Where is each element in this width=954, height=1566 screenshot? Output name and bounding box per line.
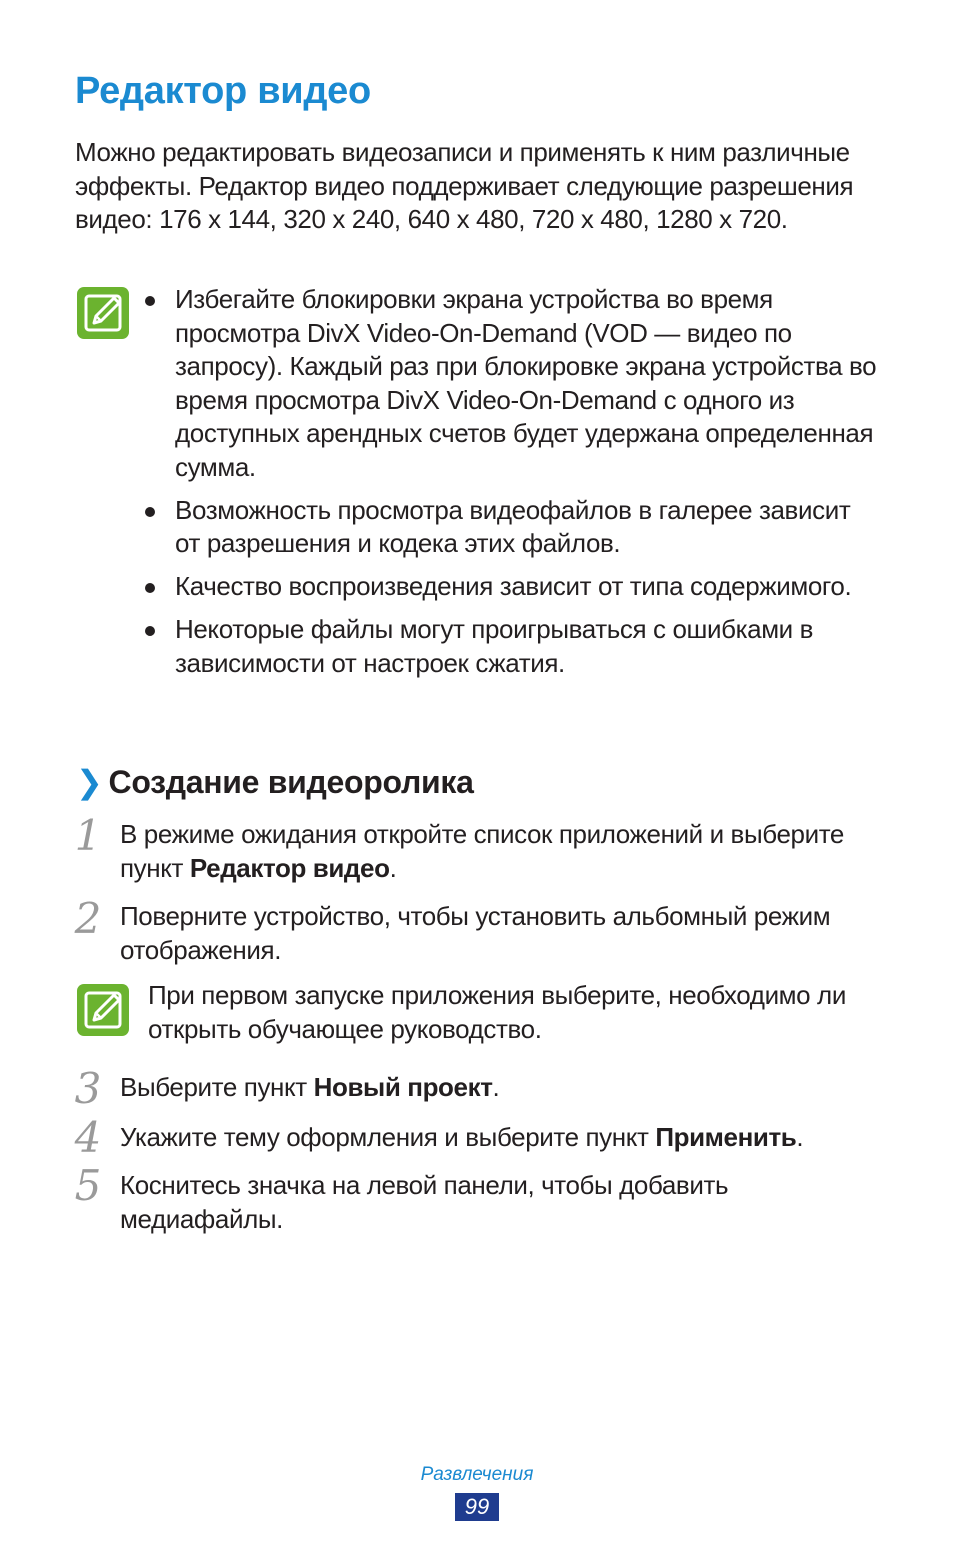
- note-bullet-text: Качество воспроизведения зависит от типа содержимого.: [175, 571, 852, 601]
- bullet-dot: [145, 626, 155, 636]
- step-bold-term: Редактор видео: [189, 852, 390, 883]
- section-heading: [76, 763, 474, 801]
- note-bullet-text: Возможность просмотра видеофайлов в галерее зависит от разрешения и кодека этих файлов.: [175, 494, 851, 558]
- bullet-dot: [145, 507, 155, 517]
- note-bullet-text: Избегайте блокировки экрана устройства во время просмотра DivX Video-On-Demand (VOD — видео по запросу). Каждый раз при блокировке экрана устройства во время просмотра DivX Video-On-Demand с одного из доступных арендных счетов будет удержана определенная сумма.: [175, 284, 877, 482]
- step-note-text: При первом запуске приложения выберите, необходимо ли открыть обучающее руководство.: [148, 980, 846, 1044]
- footer-section-label: Развлечения: [420, 1464, 534, 1485]
- step-number: 2: [74, 894, 102, 943]
- step-bold-term: Применить: [655, 1122, 797, 1152]
- page-title: Редактор видео: [75, 70, 371, 112]
- bullet-dot: [145, 296, 155, 306]
- note-bullet: [140, 494, 880, 561]
- page-number-badge: 99: [455, 1493, 499, 1521]
- note-pencil-icon: [77, 287, 129, 339]
- step-text: В режиме ожидания откройте список приложений и выберите пункт Редактор видео.: [120, 819, 844, 883]
- step-number: 5: [74, 1161, 102, 1210]
- note-pencil-icon: [77, 984, 129, 1036]
- step-bold-term: Новый проект: [313, 1072, 493, 1102]
- step-text: Коснитесь значка на левой панели, чтобы добавить медиафайлы.: [120, 1170, 729, 1234]
- step-number: 3: [74, 1064, 102, 1113]
- note-bullet-text: Некоторые файлы могут проигрываться с ошибками в зависимости от настроек сжатия.: [175, 614, 814, 678]
- step-text: Поверните устройство, чтобы установить альбомный режим отображения.: [120, 901, 831, 965]
- step-text: Укажите тему оформления и выберите пункт Применить.: [120, 1122, 804, 1152]
- step-text: Выберите пункт Новый проект.: [120, 1072, 500, 1102]
- note-bullet: [140, 570, 880, 604]
- note-bullet: [140, 613, 880, 680]
- intro-paragraph: Можно редактировать видеозаписи и применять к ним различные эффекты. Редактор видео поддерживает следующие разрешения видео: 176 x 144, 320 x 240, 640 x 480, 720 x 480, 1280 x 720.: [75, 137, 854, 234]
- step-number: 4: [74, 1113, 102, 1162]
- section-heading-text: Создание видеоролика: [108, 764, 474, 800]
- bullet-dot: [145, 583, 155, 593]
- note-bullet: [140, 283, 880, 484]
- notes-list: [140, 283, 880, 690]
- step-number: 1: [74, 811, 102, 860]
- chevron-right-icon: ❯: [76, 764, 103, 800]
